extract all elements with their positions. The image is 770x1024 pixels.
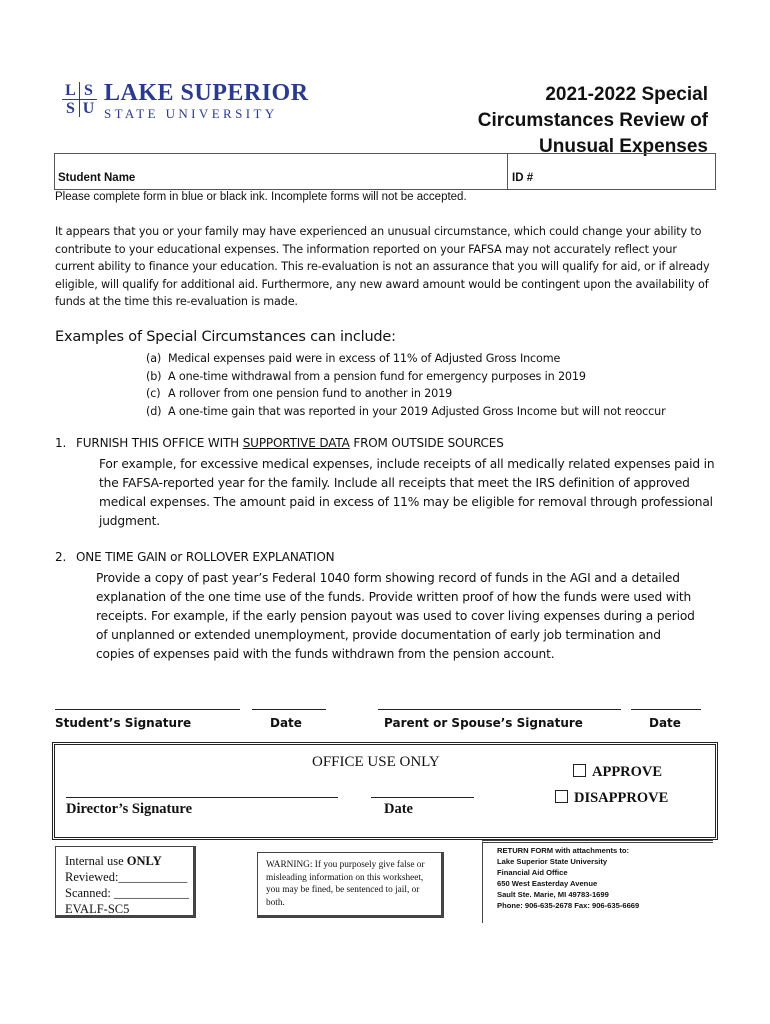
list-text: A one-time withdrawal from a pension fund for emergency purposes in 2019: [168, 369, 586, 383]
parent-signature-label: Parent or Spouse’s Signature: [384, 716, 583, 730]
return-line: Phone: 906-635-2678 Fax: 906-635-6669: [497, 901, 640, 910]
list-item: [146, 350, 666, 368]
title-line: Unusual Expenses: [539, 136, 708, 157]
list-text: A one-time gain that was reported in your 2019 Adjusted Gross Income but will not reoccur: [168, 404, 666, 418]
title-line: 2021-2022 Special: [545, 84, 708, 105]
section-heading-text: ONE TIME GAIN or ROLLOVER EXPLANATION: [76, 550, 335, 564]
return-line: Sault Ste. Marie, MI 49783-1699: [497, 890, 609, 899]
student-signature-label: Student’s Signature: [55, 716, 192, 730]
disapprove-label: DISAPPROVE: [574, 790, 669, 806]
instructions-text: Please complete form in blue or black ink. Incomplete forms will not be accepted.: [55, 191, 467, 203]
internal-use-text: Internal use: [65, 854, 127, 868]
section-number: 1.: [55, 436, 67, 450]
date-label: Date: [649, 716, 681, 730]
director-signature-line[interactable]: [66, 797, 338, 798]
return-address: [497, 845, 639, 911]
approve-option[interactable]: [573, 764, 662, 781]
parent-signature-line[interactable]: [378, 709, 621, 710]
list-text: A rollover from one pension fund to another in 2019: [168, 387, 453, 400]
student-id-field-box[interactable]: [54, 153, 716, 190]
date-line[interactable]: [252, 709, 326, 710]
list-item: [146, 385, 666, 403]
examples-heading: Examples of Special Circumstances can include:: [55, 329, 396, 345]
list-item: [146, 368, 666, 386]
return-line: 650 West Easterday Avenue: [497, 879, 598, 888]
university-logo-mark: [62, 82, 98, 118]
section2-heading: [55, 550, 334, 564]
student-name-label: Student Name: [58, 172, 136, 184]
date-line[interactable]: [631, 709, 701, 710]
internal-use-box: [55, 846, 196, 918]
list-marker: (c): [146, 387, 161, 400]
section1-body: For example, for excessive medical expenses, include receipts of all medically related expenses paid in the FAFSA-reported year for the family. Include all receipts that meet the IRS definition of approved medical expenses. The amount paid in excess of 11% may be eligible for removal through professional judgment.: [99, 457, 715, 528]
logo-letter: L: [62, 82, 80, 100]
logo-letter: U: [82, 100, 95, 117]
date-label: Date: [384, 801, 413, 817]
title-line: Circumstances Review of: [477, 110, 708, 131]
field-divider: [507, 153, 508, 189]
university-name: LAKE SUPERIOR: [104, 80, 309, 106]
list-marker: (a): [146, 352, 162, 365]
form-code: EVALF-SC5: [65, 902, 130, 916]
section-number: 2.: [55, 550, 67, 564]
date-line[interactable]: [371, 797, 474, 798]
director-signature-label: Director’s Signature: [66, 801, 193, 817]
return-line: Lake Superior State University: [497, 857, 608, 866]
section-heading-text: FROM OUTSIDE SOURCES: [349, 436, 504, 450]
list-marker: (d): [146, 404, 162, 418]
internal-use-line: [65, 853, 193, 869]
return-line: Financial Aid Office: [497, 868, 568, 877]
return-line: RETURN FORM with attachments to:: [497, 846, 630, 855]
section1-heading: [55, 436, 504, 450]
section-heading-text: FURNISH THIS OFFICE WITH: [76, 436, 243, 450]
date-label: Date: [270, 716, 302, 730]
disapprove-option[interactable]: [555, 790, 668, 807]
id-label: ID #: [512, 172, 534, 184]
logo-letter: S: [80, 82, 97, 100]
internal-use-bold: ONLY: [126, 854, 162, 868]
reviewed-field: Reviewed:___________: [65, 870, 188, 884]
section-heading-underline: SUPPORTIVE DATA: [242, 436, 350, 450]
approve-label: APPROVE: [592, 764, 663, 780]
office-use-title: OFFICE USE ONLY: [312, 754, 440, 770]
warning-text: WARNING: If you purposely give false or misleading information on this worksheet, you may be fined, be sentenced to jail, or both.: [266, 860, 425, 908]
list-item: [146, 403, 666, 421]
intro-paragraph: It appears that you or your family may have experienced an unusual circumstance, which could change your ability to contribute to your educational expenses. The information reported on your FAFSA may not accurately reflect your current ability to finance your education. This re-evaluation is not an assurance that you will qualify for aid, or if already eligible, will qualify for additional aid. Furthermore, any new award amount would be contingent upon the availability of funds at the time this re-evaluation is made.: [55, 225, 710, 308]
examples-list: [146, 350, 666, 420]
university-subname: STATE UNIVERSITY: [104, 106, 278, 121]
list-text: Medical expenses paid were in excess of 11% of Adjusted Gross Income: [168, 352, 561, 365]
section2-body: Provide a copy of past year’s Federal 1040 form showing record of funds in the AGI and a detailed explanation of the one time use of the funds. Provide written proof of how the funds were used with receipts. For example, if the early pension payout was used to cover living expenses during a period of unplanned or extended unemployment, provide documentation of early job termination and copies of expenses paid with the funds withdrawn from the pension account.: [96, 571, 695, 661]
warning-box: [257, 852, 444, 918]
list-marker: (b): [146, 369, 162, 383]
logo-letter: S: [62, 100, 80, 117]
page-title: [408, 82, 708, 160]
checkbox-icon[interactable]: [573, 764, 586, 777]
scanned-field: Scanned: ____________: [65, 886, 189, 900]
checkbox-icon[interactable]: [555, 790, 568, 803]
student-signature-line[interactable]: [55, 709, 240, 710]
